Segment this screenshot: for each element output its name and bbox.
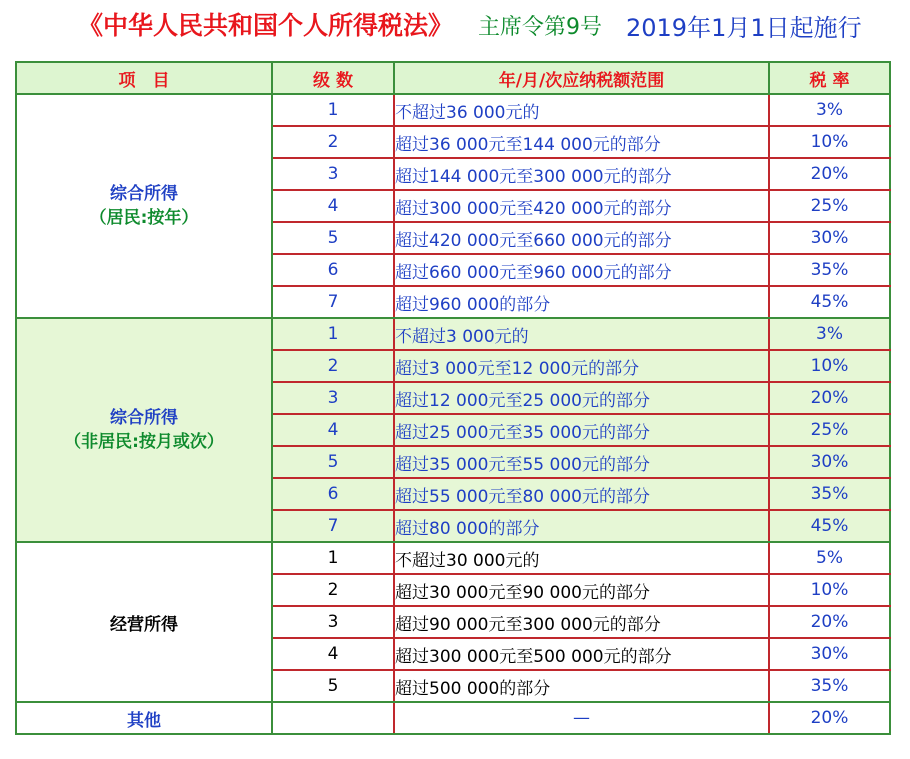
- range-cell: 不超过36 000元的: [394, 94, 769, 126]
- level-cell: 7: [272, 286, 394, 318]
- level-cell: 6: [272, 478, 394, 510]
- rate-cell: 3%: [769, 318, 890, 350]
- level-cell: 6: [272, 254, 394, 286]
- table-row: [16, 318, 890, 350]
- level-cell: 1: [272, 542, 394, 574]
- rate-cell: 30%: [769, 638, 890, 670]
- title-bar: [0, 0, 910, 52]
- level-cell: 5: [272, 670, 394, 702]
- range-cell: 超过36 000元至144 000元的部分: [394, 126, 769, 158]
- level-cell: 1: [272, 318, 394, 350]
- range-cell-dash: —: [394, 702, 769, 734]
- table-row-other: [16, 702, 890, 734]
- rate-cell: 35%: [769, 254, 890, 286]
- level-cell: 7: [272, 510, 394, 542]
- rate-cell: 20%: [769, 158, 890, 190]
- range-cell: 超过500 000的部分: [394, 670, 769, 702]
- range-cell: 超过420 000元至660 000元的部分: [394, 222, 769, 254]
- level-cell: 5: [272, 222, 394, 254]
- range-cell: 超过960 000的部分: [394, 286, 769, 318]
- rate-cell-other: 20%: [769, 702, 890, 734]
- range-cell: 超过90 000元至300 000元的部分: [394, 606, 769, 638]
- table-body: [16, 94, 890, 734]
- rate-cell: 30%: [769, 222, 890, 254]
- range-cell: 超过300 000元至500 000元的部分: [394, 638, 769, 670]
- category-cell: [16, 542, 272, 702]
- effective-date: 2019年1月1日起施行: [626, 14, 862, 42]
- rate-cell: 3%: [769, 94, 890, 126]
- level-cell-empty: [272, 702, 394, 734]
- category-name: 综合所得: [110, 408, 178, 428]
- header-category: 项 目: [16, 62, 272, 94]
- range-cell: 超过300 000元至420 000元的部分: [394, 190, 769, 222]
- range-cell: 超过144 000元至300 000元的部分: [394, 158, 769, 190]
- rate-cell: 25%: [769, 190, 890, 222]
- rate-cell: 35%: [769, 478, 890, 510]
- rate-cell: 45%: [769, 510, 890, 542]
- range-cell: 超过25 000元至35 000元的部分: [394, 414, 769, 446]
- range-cell: 不超过3 000元的: [394, 318, 769, 350]
- rate-cell: 10%: [769, 350, 890, 382]
- category-name: 综合所得: [110, 184, 178, 204]
- rate-cell: 20%: [769, 606, 890, 638]
- rate-cell: 10%: [769, 126, 890, 158]
- level-cell: 3: [272, 158, 394, 190]
- rate-cell: 5%: [769, 542, 890, 574]
- category-name: 经营所得: [110, 614, 178, 635]
- range-cell: 超过80 000的部分: [394, 510, 769, 542]
- level-cell: 4: [272, 414, 394, 446]
- level-cell: 2: [272, 574, 394, 606]
- range-cell: 超过55 000元至80 000元的部分: [394, 478, 769, 510]
- category-cell: [16, 94, 272, 318]
- range-cell: 不超过30 000元的: [394, 542, 769, 574]
- rate-cell: 45%: [769, 286, 890, 318]
- tax-rate-table: [15, 61, 891, 735]
- header-row: [16, 62, 890, 94]
- level-cell: 2: [272, 350, 394, 382]
- range-cell: 超过3 000元至12 000元的部分: [394, 350, 769, 382]
- level-cell: 4: [272, 190, 394, 222]
- range-cell: 超过660 000元至960 000元的部分: [394, 254, 769, 286]
- law-title: 《中华人民共和国个人所得税法》: [78, 11, 454, 40]
- range-cell: 超过35 000元至55 000元的部分: [394, 446, 769, 478]
- table-row: [16, 542, 890, 574]
- category-cell: [16, 318, 272, 542]
- level-cell: 3: [272, 606, 394, 638]
- header-level: 级 数: [272, 62, 394, 94]
- range-cell: 超过12 000元至25 000元的部分: [394, 382, 769, 414]
- rate-cell: 10%: [769, 574, 890, 606]
- header-rate: 税 率: [769, 62, 890, 94]
- level-cell: 5: [272, 446, 394, 478]
- order-number: 主席令第9号: [478, 15, 602, 40]
- level-cell: 1: [272, 94, 394, 126]
- level-cell: 2: [272, 126, 394, 158]
- category-other: 其他: [16, 702, 272, 734]
- level-cell: 3: [272, 382, 394, 414]
- header-range: 年/月/次应纳税额范围: [394, 62, 769, 94]
- table-row: [16, 94, 890, 126]
- rate-cell: 35%: [769, 670, 890, 702]
- rate-cell: 30%: [769, 446, 890, 478]
- rate-cell: 20%: [769, 382, 890, 414]
- category-note: （非居民:按月或次）: [64, 432, 224, 452]
- rate-cell: 25%: [769, 414, 890, 446]
- category-note: （居民:按年）: [89, 208, 199, 228]
- level-cell: 4: [272, 638, 394, 670]
- range-cell: 超过30 000元至90 000元的部分: [394, 574, 769, 606]
